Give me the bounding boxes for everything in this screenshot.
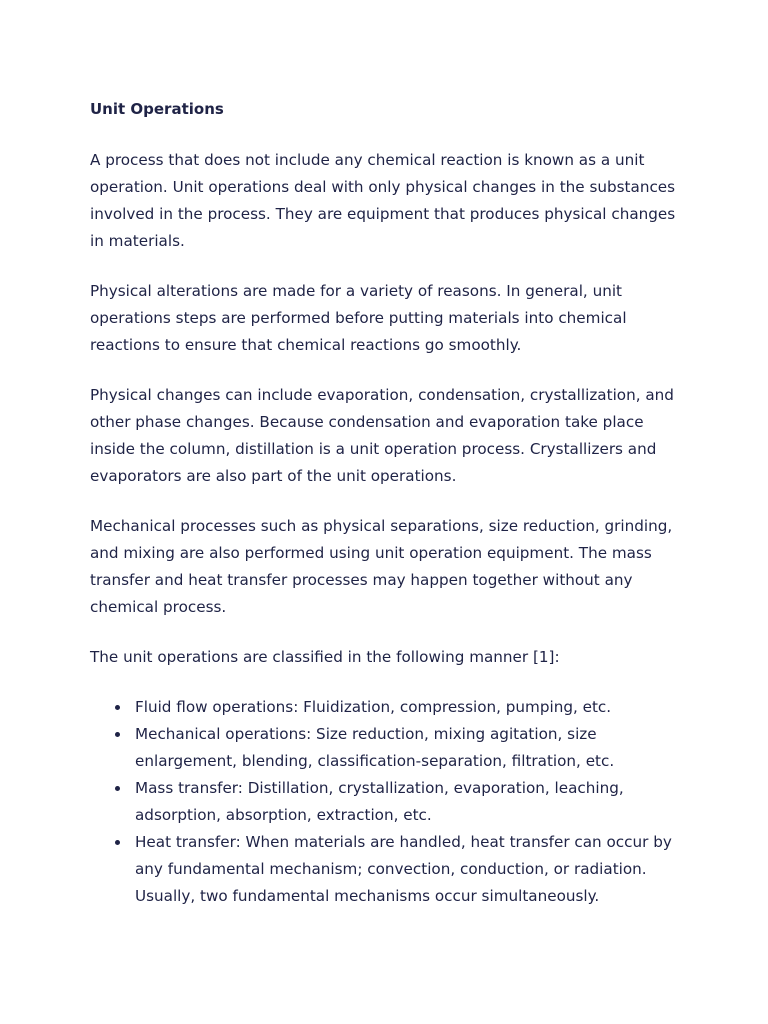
classification-list [90,694,680,910]
paragraph-mechanical-processes: Mechanical processes such as physical separations, size reduction, grinding, and mixing are also performed using unit operation equipment. The mass transfer and heat transfer processes may happen together without any chemical process. [90,517,673,616]
paragraph-physical-changes: Physical changes can include evaporation, condensation, crystallization, and other phase changes. Because condensation and evaporation take place inside the column, distillation is a unit operation process. Crystallizers and evaporators are also part of the unit operations. [90,386,674,485]
section-title: Unit Operations [90,100,224,118]
list-item: Mass transfer: Distillation, crystallization, evaporation, leaching, adsorption, absorption, extraction, etc. [135,775,680,829]
list-item: Mechanical operations: Size reduction, mixing agitation, size enlargement, blending, classification-separation, filtration, etc. [135,721,680,775]
paragraph-physical-alterations: Physical alterations are made for a variety of reasons. In general, unit operations steps are performed before putting materials into chemical reactions to ensure that chemical reactions go smoothly. [90,282,627,354]
list-item: Fluid flow operations: Fluidization, compression, pumping, etc. [135,694,680,721]
paragraph-definition: A process that does not include any chemical reaction is known as a unit operation. Unit operations deal with only physical changes in the substances involved in the process. They are equipment that produces physical changes in materials. [90,151,676,250]
article-body [90,94,680,910]
list-item: Heat transfer: When materials are handled, heat transfer can occur by any fundamental mechanism; convection, conduction, or radiation. Usually, two fundamental mechanisms occur simultaneously. [135,829,680,910]
paragraph-classification-intro: The unit operations are classified in the following manner [1]: [90,648,560,666]
